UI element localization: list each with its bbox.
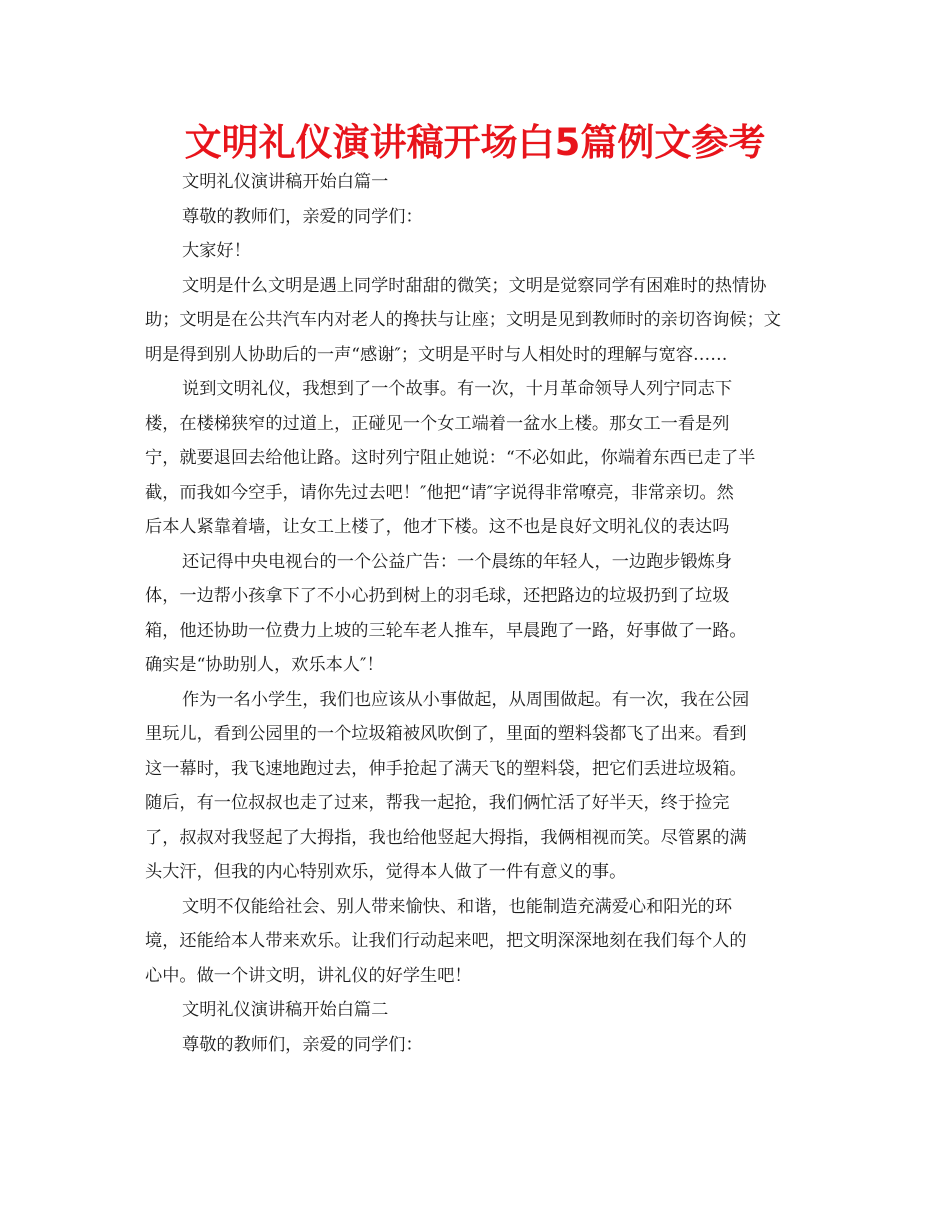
text-line: 还记得中央电视台的一个公益广告：一个晨练的年轻人，一边跑步锻炼身 [182,551,733,572]
text-line: 头大汗，但我的内心特别欢乐，觉得本人做了一件有意义的事。 [145,862,627,882]
text-line: 明是得到别人协助后的一声“感谢″；文明是平时与人相处时的理解与宽容…… [145,344,728,365]
text-line: 心中。做一个讲文明，讲礼仪的好学生吧！ [145,965,472,986]
text-line: 随后，有一位叔叔也走了过来，帮我一起抢，我们俩忙活了好半天，终于捡完 [145,793,730,813]
text-line: 文明礼仪演讲稿开始白篇一 [182,172,389,192]
text-line: 楼，在楼梯狭窄的过道上，正碰见一个女工端着一盆水上楼。那女工一看是列 [145,413,730,434]
document-body [145,165,807,1062]
text-line: 说到文明礼仪，我想到了一个故事。有一次，十月革命领导人列宁同志下 [182,379,733,399]
text-line: 截，而我如今空手，请你先过去吧！″他把“请″字说得非常嘹亮，非常亲切。然 [145,482,734,503]
text-line: 确实是“协助别人，欢乐本人″！ [145,655,384,675]
text-line: 文明是什么文明是遇上同学时甜甜的微笑；文明是觉察同学有困难时的热情协 [182,275,767,296]
text-line: 了，叔叔对我竖起了大拇指，我也给他竖起大拇指，我俩相视而笑。尽管累的满 [145,827,747,848]
text-line: 文明礼仪演讲稿开始白篇二 [182,1000,389,1020]
text-line: 宁，就要退回去给他让路。这时列宁阻止她说：“不必如此，你端着东西已走了半 [145,448,756,468]
text-line: 尊敬的教师们，亲爱的同学们： [182,206,423,227]
text-line: 体，一边帮小孩拿下了不小心扔到树上的羽毛球，还把路边的垃圾扔到了垃圾 [145,586,730,606]
text-line: 箱，他还协助一位费力上坡的三轮车老人推车，早晨跑了一路，好事做了一路。 [145,620,747,641]
text-line: 助；文明是在公共汽车内对老人的搀扶与让座；文明是见到教师时的亲切咨询候；文 [145,310,781,330]
text-line: 作为一名小学生，我们也应该从小事做起，从周围做起。有一次，我在公园 [182,689,750,710]
text-line: 这一幕时，我飞速地跑过去，伸手抢起了满天飞的塑料袋，把它们丢进垃圾箱。 [145,758,747,779]
text-line: 尊敬的教师们，亲爱的同学们： [182,1034,423,1055]
document-title: 文明礼仪演讲稿开场白5篇例文参考 [184,121,766,164]
text-line: 大家好！ [182,241,251,261]
text-line: 后本人紧靠着墙，让女工上楼了，他才下楼。这不也是良好文明礼仪的表达吗 [145,517,730,537]
text-line: 里玩儿，看到公园里的一个垃圾箱被风吹倒了，里面的塑料袋都飞了出来。看到 [145,724,747,744]
text-line: 境，还能给本人带来欢乐。让我们行动起来吧，把文明深深地刻在我们每个人的 [145,931,747,951]
text-line: 文明不仅能给社会、别人带来愉快、和谐，也能制造充满爱心和阳光的环 [182,896,733,917]
